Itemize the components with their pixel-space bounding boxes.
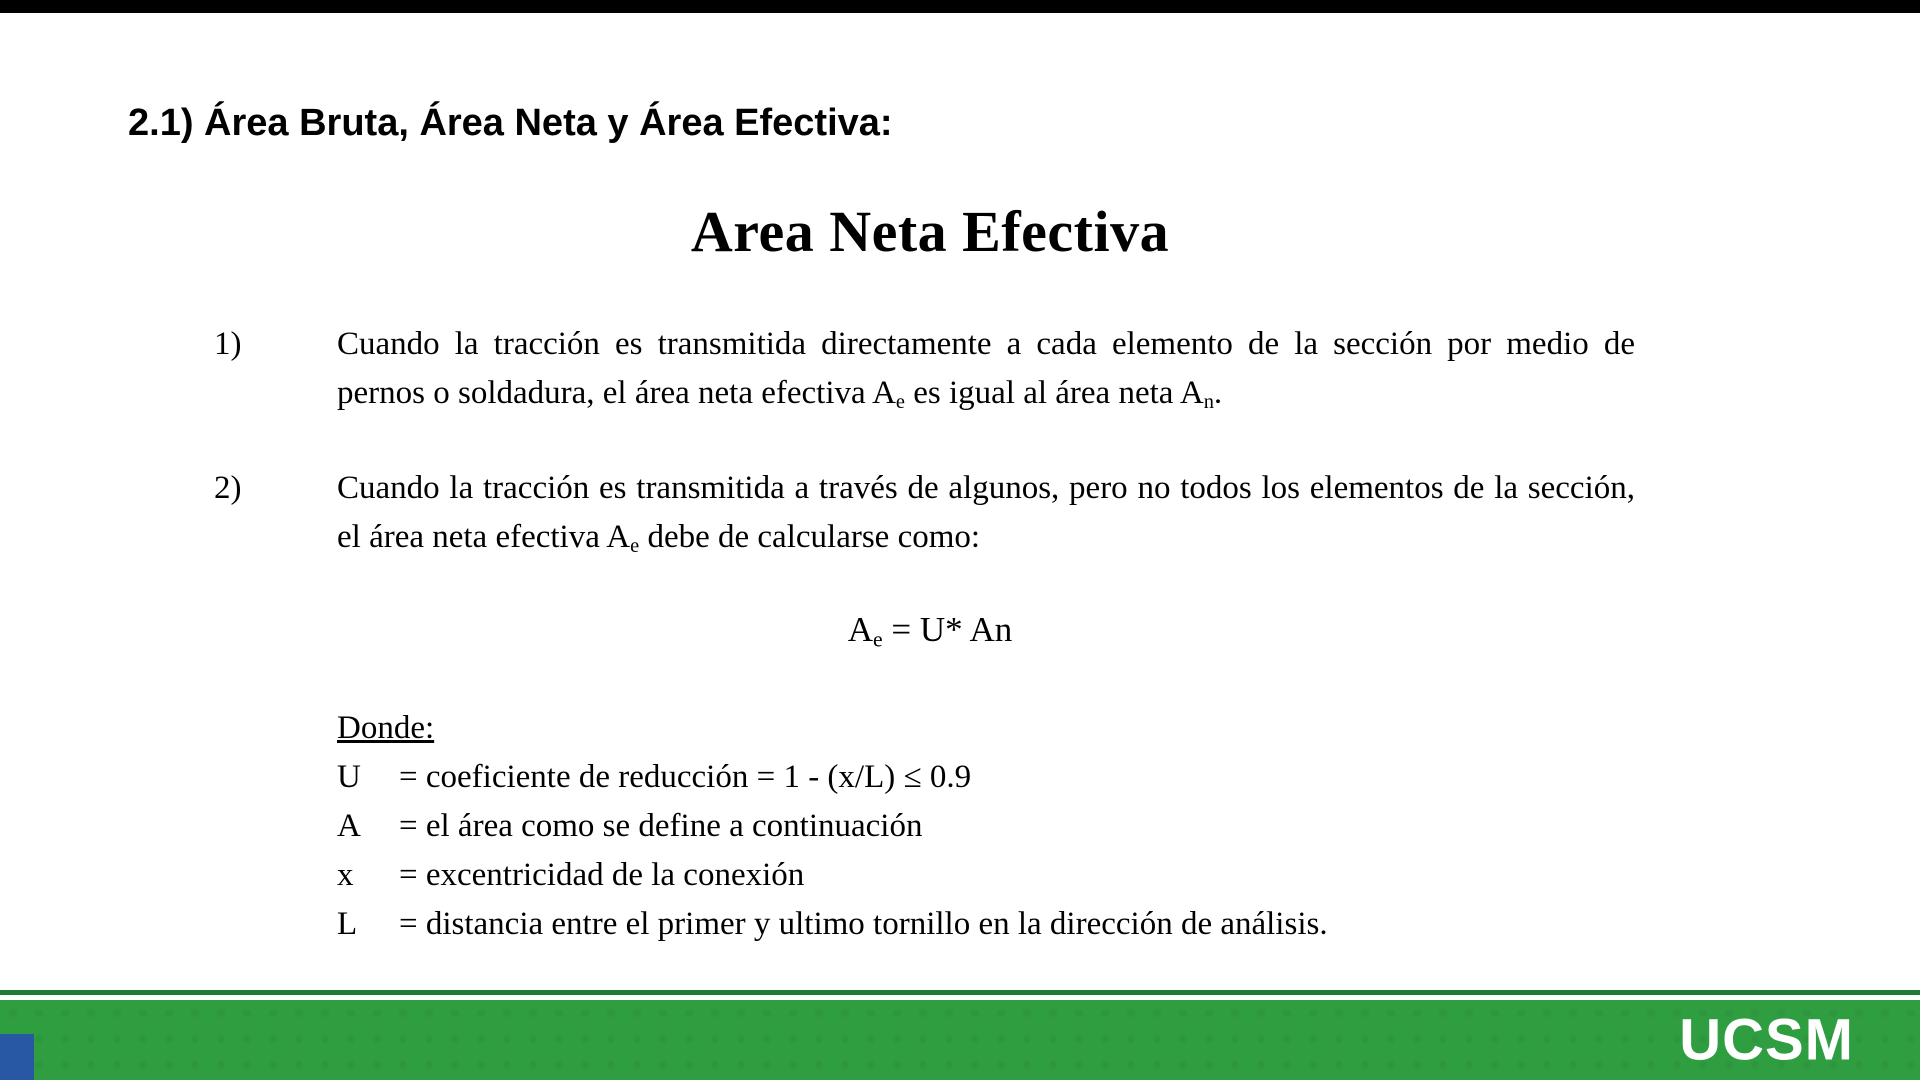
definitions-block: [337, 704, 1328, 949]
definition-symbol: U: [337, 759, 361, 795]
definition-text: = excentricidad de la conexión: [399, 857, 805, 893]
footer-blue-square: [0, 1034, 34, 1080]
donde-label: Donde:: [337, 710, 435, 746]
item-1-text-part: .: [1213, 374, 1223, 411]
definition-symbol: x: [337, 857, 354, 893]
subscript-e: e: [895, 390, 905, 413]
list-item-1-text: [337, 320, 1635, 418]
footer-green-bar: [0, 1000, 1920, 1080]
list-item-1-number: 1): [214, 326, 242, 362]
definition-text: = coeficiente de reducción = 1 - (x/L) ≤ 0.9: [399, 759, 972, 795]
formula-rest: = U* An: [882, 610, 1013, 649]
definition-text: = distancia entre el primer y ultimo tornillo en la dirección de análisis.: [399, 906, 1328, 942]
definition-symbol: L: [337, 906, 358, 942]
item-2-text-part: Cuando la tracción es transmitida a través de algunos, pero no todos los elementos de la sección, el área neta efectiva A: [337, 470, 1635, 555]
definition-symbol: A: [337, 808, 361, 844]
definition-row-a: [337, 802, 1328, 851]
subscript-e: e: [630, 534, 640, 557]
footer-divider-line: [0, 990, 1920, 995]
item-1-text-part: es igual al área neta A: [904, 374, 1204, 411]
slide-title: Area Neta Efectiva: [690, 199, 1170, 264]
list-item-1: [214, 320, 1635, 418]
subscript-e: e: [873, 627, 883, 652]
definition-row-x: [337, 851, 1328, 900]
list-item-2-number: 2): [214, 470, 242, 506]
effective-area-formula: [138, 610, 1722, 650]
list-item-2: [214, 464, 1635, 562]
definition-row-l: [337, 900, 1328, 949]
definition-row-u: [337, 753, 1328, 802]
section-heading: 2.1) Área Bruta, Área Neta y Área Efectiva:: [128, 102, 893, 144]
slide-content: [128, 0, 1722, 1080]
list-item-2-text: [337, 464, 1635, 562]
definition-text: = el área como se define a continuación: [399, 808, 923, 844]
item-1-text-part: Cuando la tracción es transmitida directamente a cada elemento de la sección por medio de pernos o soldadura, el área neta efectiva A: [337, 326, 1635, 411]
ucsm-logo: UCSM: [1679, 1007, 1854, 1073]
formula-symbol: A: [847, 610, 874, 649]
subscript-n: n: [1203, 390, 1214, 413]
item-2-text-part: debe de calcularse como:: [639, 518, 981, 555]
